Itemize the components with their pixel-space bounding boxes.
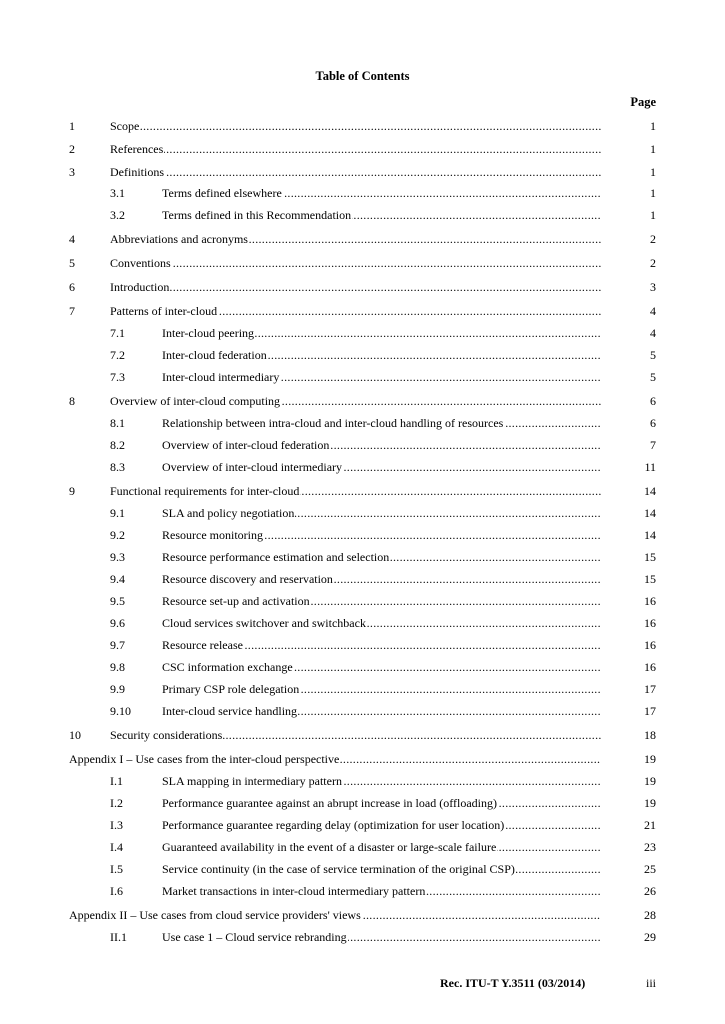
toc-entry-page: 29: [644, 930, 656, 944]
toc-entry[interactable]: [0, 279, 725, 295]
toc-entry[interactable]: [0, 483, 725, 499]
toc-entry-page: 6: [650, 394, 656, 408]
toc-entry-title: [162, 615, 601, 631]
toc-entry[interactable]: [0, 459, 725, 475]
toc-entry-title: [162, 459, 601, 475]
toc-entry-title-text: Appendix II – Use cases from cloud service providers' views: [69, 908, 361, 922]
toc-entry[interactable]: [0, 369, 725, 385]
page-column-label: Page: [630, 95, 656, 109]
toc-entry-page: 14: [644, 506, 656, 520]
toc-entry[interactable]: [0, 505, 725, 521]
toc-entry-page: 26: [644, 884, 656, 898]
toc-entry[interactable]: [0, 593, 725, 609]
toc-entry-number: 8: [69, 394, 75, 408]
toc-entry-title: [162, 795, 601, 811]
toc-entry-page: 19: [644, 752, 656, 766]
toc-entry-number: 3.1: [110, 186, 125, 200]
toc-entry-number: 9.10: [110, 704, 131, 718]
toc-entry-number: I.6: [110, 884, 123, 898]
toc-entry-title-text: Abbreviations and acronyms: [110, 232, 248, 246]
toc-entry-page: 14: [644, 528, 656, 542]
toc-entry-title: [162, 681, 601, 697]
toc-entry-number: I.4: [110, 840, 123, 854]
toc-entry-number: I.3: [110, 818, 123, 832]
toc-entry[interactable]: [0, 637, 725, 653]
toc-entry-title-text: SLA mapping in intermediary pattern: [162, 774, 342, 788]
toc-entry-title: [110, 255, 601, 271]
toc-entry-title: [162, 593, 601, 609]
toc-entry-number: 9.2: [110, 528, 125, 542]
toc-entry[interactable]: [0, 325, 725, 341]
toc-title: Table of Contents: [315, 69, 410, 83]
toc-entry-title: [110, 303, 601, 319]
toc-entry-page: 18: [644, 728, 656, 742]
toc-entry[interactable]: [0, 118, 725, 134]
footer-page-number: iii: [645, 976, 656, 990]
toc-entry-page: 19: [644, 796, 656, 810]
toc-entry-page: 4: [650, 304, 656, 318]
toc-entry-number: 9.5: [110, 594, 125, 608]
toc-entry-page: 15: [644, 572, 656, 586]
toc-entry-title: [162, 637, 601, 653]
toc-entry[interactable]: [0, 231, 725, 247]
toc-entry-page: 1: [650, 142, 656, 156]
toc-entry-title-text: Resource monitoring: [162, 528, 263, 542]
toc-entry-page: 17: [644, 682, 656, 696]
toc-entry-page: 16: [644, 594, 656, 608]
toc-entry[interactable]: [0, 883, 725, 899]
toc-entry-title-text: Performance guarantee regarding delay (optimization for user location): [162, 818, 505, 832]
toc-entry-title: [110, 141, 601, 157]
toc-entry-page: 1: [650, 119, 656, 133]
toc-entry[interactable]: [0, 727, 725, 743]
toc-entry-number: 1: [69, 119, 75, 133]
toc-entry-title-text: Inter-cloud peering: [162, 326, 255, 340]
toc-entry[interactable]: [0, 347, 725, 363]
toc-entry-title-text: Appendix I – Use cases from the inter-cloud perspective: [69, 752, 340, 766]
toc-entry[interactable]: [0, 861, 725, 877]
toc-entry[interactable]: [0, 303, 725, 319]
toc-entry[interactable]: [0, 751, 725, 767]
toc-entry-number: 5: [69, 256, 75, 270]
toc-entry[interactable]: [0, 141, 725, 157]
toc-entry-title: [162, 883, 601, 899]
toc-entry-number: 3: [69, 165, 75, 179]
toc-entry-title: [110, 393, 601, 409]
toc-entry-page: 4: [650, 326, 656, 340]
toc-entry-number: 8.3: [110, 460, 125, 474]
toc-entry-page: 16: [644, 616, 656, 630]
toc-entry-title-text: Resource discovery and reservation: [162, 572, 333, 586]
toc-entry-title-text: Service continuity (in the case of service termination of the original CSP): [162, 862, 515, 876]
toc-entry[interactable]: [0, 839, 725, 855]
toc-entry-title: [69, 751, 601, 767]
toc-entry-title-text: Terms defined elsewhere: [162, 186, 282, 200]
toc-entry[interactable]: [0, 571, 725, 587]
toc-entry[interactable]: [0, 437, 725, 453]
toc-entry-number: 7: [69, 304, 75, 318]
toc-entry-number: 8.2: [110, 438, 125, 452]
toc-entry[interactable]: [0, 185, 725, 201]
toc-entry-title: [69, 907, 601, 923]
toc-entry-title-text: Primary CSP role delegation: [162, 682, 300, 696]
toc-entry[interactable]: [0, 527, 725, 543]
toc-entry-title-text: Performance guarantee against an abrupt increase in load (offloading): [162, 796, 497, 810]
toc-entry[interactable]: [0, 773, 725, 789]
toc-entry-title-text: Resource release: [162, 638, 243, 652]
toc-entry-page: 2: [650, 256, 656, 270]
toc-entry-page: 25: [644, 862, 656, 876]
toc-entry-title: [162, 817, 601, 833]
toc-entry-page: 2: [650, 232, 656, 246]
toc-entry-page: 21: [644, 818, 656, 832]
toc-entry[interactable]: [0, 207, 725, 223]
toc-entry-page: 16: [644, 638, 656, 652]
toc-entry-title: [162, 437, 601, 453]
toc-entry[interactable]: [0, 615, 725, 631]
toc-entry-title-text: Overview of inter-cloud computing: [110, 394, 281, 408]
toc-entry-number: 7.1: [110, 326, 125, 340]
toc-entry-title-text: Scope: [110, 119, 140, 133]
toc-entry-title: [162, 347, 601, 363]
toc-entry-number: 9.7: [110, 638, 125, 652]
toc-entry-number: 9.8: [110, 660, 125, 674]
toc-entry-title: [162, 703, 601, 719]
toc-entry-page: 1: [650, 186, 656, 200]
toc-entry-number: 8.1: [110, 416, 125, 430]
toc-entry-title: [162, 207, 601, 223]
toc-entry-title-text: Inter-cloud federation: [162, 348, 267, 362]
toc-entry-title: [162, 369, 601, 385]
toc-entry-title: [110, 231, 601, 247]
toc-entry-title-text: Inter-cloud service handling: [162, 704, 298, 718]
toc-entry[interactable]: [0, 703, 725, 719]
toc-entry-title-text: Inter-cloud intermediary: [162, 370, 280, 384]
toc-entry-title-text: Terms defined in this Recommendation: [162, 208, 352, 222]
toc-entry[interactable]: [0, 907, 725, 923]
toc-entry-title-text: Market transactions in inter-cloud intermediary pattern: [162, 884, 426, 898]
toc-entry-number: 7.3: [110, 370, 125, 384]
toc-entry-number: I.1: [110, 774, 123, 788]
toc-entry[interactable]: [0, 929, 725, 945]
toc-entry-page: 19: [644, 774, 656, 788]
toc-entry-title: [162, 571, 601, 587]
toc-entry-title: [162, 659, 601, 675]
toc-entry-title: [110, 483, 601, 499]
toc-entry-page: 11: [644, 460, 656, 474]
toc-entry-title-text: Introduction: [110, 280, 170, 294]
toc-entry[interactable]: [0, 549, 725, 565]
toc-entry-title-text: CSC information exchange: [162, 660, 293, 674]
toc-entry-title: [162, 527, 601, 543]
toc-entry-title-text: Functional requirements for inter-cloud: [110, 484, 300, 498]
toc-entry-number: 4: [69, 232, 75, 246]
toc-entry-number: 9.9: [110, 682, 125, 696]
toc-entry-title-text: Patterns of inter-cloud: [110, 304, 218, 318]
toc-entry-title-text: Conventions: [110, 256, 171, 270]
toc-entry-title: [162, 415, 601, 431]
toc-entry-title-text: Relationship between intra-cloud and inter-cloud handling of resources: [162, 416, 504, 430]
toc-entry-title-text: References: [110, 142, 164, 156]
toc-entry-page: 5: [650, 370, 656, 384]
toc-entry-title-text: SLA and policy negotiation: [162, 506, 295, 520]
toc-entry-title: [162, 549, 601, 565]
toc-entry[interactable]: [0, 795, 725, 811]
toc-entry[interactable]: [0, 659, 725, 675]
toc-entry-title: [162, 773, 601, 789]
toc-entry-page: 3: [650, 280, 656, 294]
toc-entry-number: 7.2: [110, 348, 125, 362]
toc-entry-page: 28: [644, 908, 656, 922]
toc-entry-page: 16: [644, 660, 656, 674]
toc-entry-title: [110, 279, 601, 295]
toc-entry-page: 17: [644, 704, 656, 718]
toc-entry-page: 1: [650, 165, 656, 179]
toc-entry-number: 9.1: [110, 506, 125, 520]
toc-entry-number: I.5: [110, 862, 123, 876]
toc-entry-page: 14: [644, 484, 656, 498]
toc-entry-number: 9.6: [110, 616, 125, 630]
toc-entry-page: 5: [650, 348, 656, 362]
toc-entry[interactable]: [0, 393, 725, 409]
toc-entry-title: [162, 185, 601, 201]
toc-entry[interactable]: [0, 681, 725, 697]
toc-entry-number: 9.3: [110, 550, 125, 564]
toc-entry-title-text: Overview of inter-cloud federation: [162, 438, 330, 452]
toc-entry[interactable]: [0, 255, 725, 271]
toc-entry-page: 7: [650, 438, 656, 452]
toc-entry-title: [110, 164, 601, 180]
toc-entry-title-text: Resource set-up and activation: [162, 594, 310, 608]
toc-entry-title: [110, 727, 601, 743]
toc-entry[interactable]: [0, 164, 725, 180]
toc-entry-title: [162, 839, 601, 855]
toc-entry-title-text: Guaranteed availability in the event of a disaster or large-scale failure: [162, 840, 497, 854]
toc-entry-number: 10: [69, 728, 81, 742]
toc-entry-title: [162, 325, 601, 341]
toc-entry[interactable]: [0, 817, 725, 833]
toc-entry[interactable]: [0, 415, 725, 431]
toc-entry-number: 2: [69, 142, 75, 156]
toc-entry-title: [162, 929, 601, 945]
toc-entry-title-text: Overview of inter-cloud intermediary: [162, 460, 343, 474]
toc-entry-title: [162, 861, 601, 877]
toc-entry-title-text: Resource performance estimation and selection: [162, 550, 390, 564]
toc-entry-number: 9: [69, 484, 75, 498]
toc-entry-title-text: Cloud services switchover and switchback: [162, 616, 366, 630]
toc-entry-title-text: Security considerations: [110, 728, 223, 742]
toc-entry-number: II.1: [110, 930, 127, 944]
recommendation-label: Rec. ITU-T Y.3511 (03/2014): [440, 976, 586, 990]
toc-entry-title-text: Use case 1 – Cloud service rebranding: [162, 930, 347, 944]
toc-entry-title: [110, 118, 601, 134]
toc-entry-page: 6: [650, 416, 656, 430]
toc-entry-number: 9.4: [110, 572, 125, 586]
toc-entry-page: 15: [644, 550, 656, 564]
toc-entry-number: 3.2: [110, 208, 125, 222]
toc-entry-title: [162, 505, 601, 521]
toc-entry-page: 1: [650, 208, 656, 222]
toc-entry-number: 6: [69, 280, 75, 294]
toc-entry-page: 23: [644, 840, 656, 854]
toc-entry-number: I.2: [110, 796, 123, 810]
toc-entry-title-text: Definitions: [110, 165, 164, 179]
